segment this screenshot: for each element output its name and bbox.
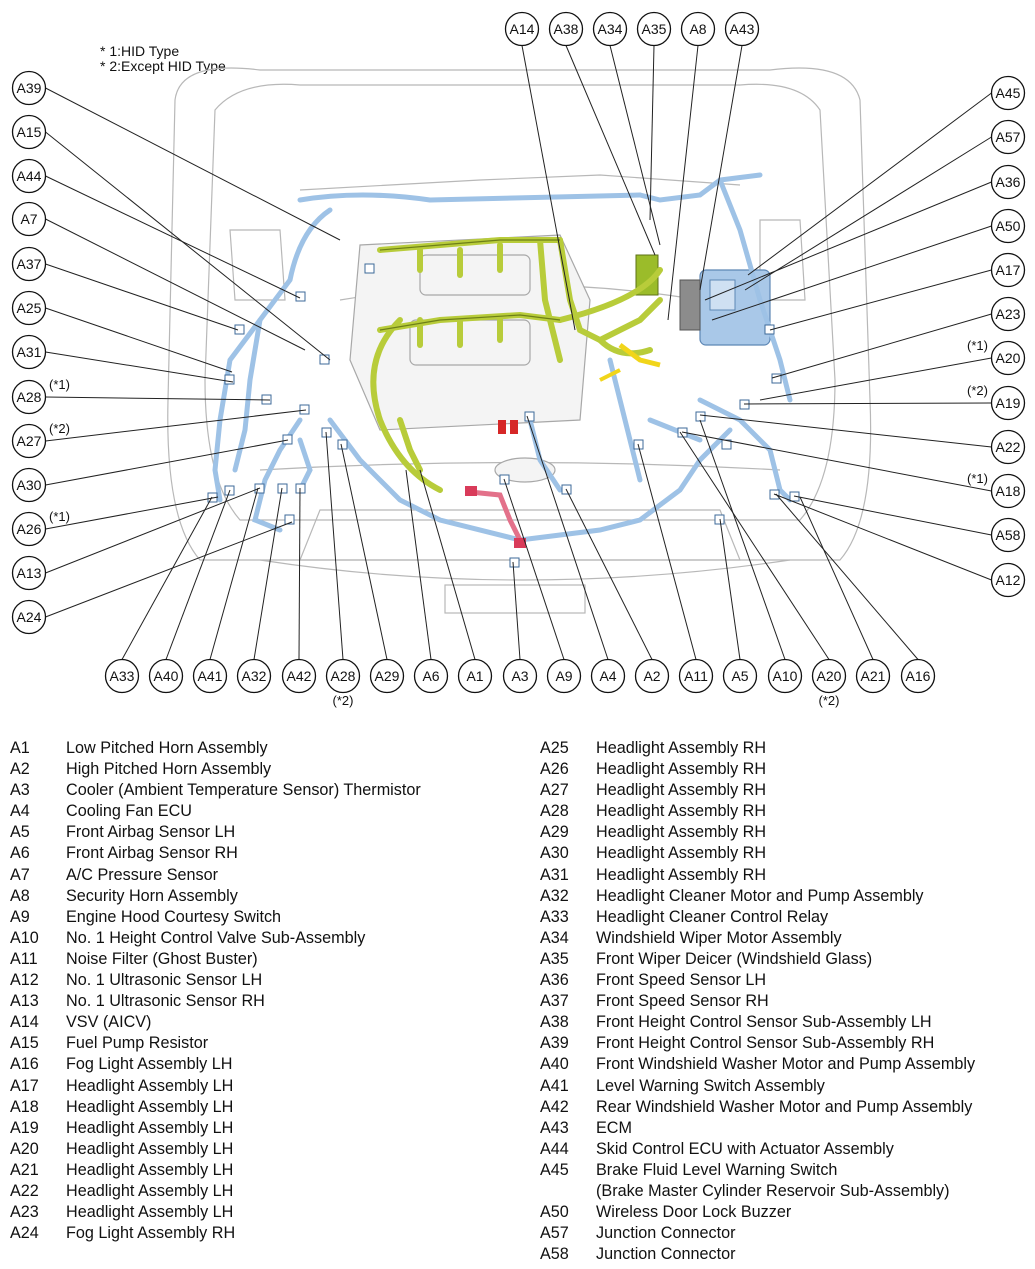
leader-a22 [700, 415, 992, 447]
leader-a58 [794, 496, 992, 535]
legend-code: A20 [10, 1139, 39, 1158]
legend-row [540, 907, 1030, 928]
callout-a57-right [992, 121, 1025, 154]
legend-row [10, 780, 530, 801]
callout-a38-top [550, 13, 583, 46]
callout-a13-left [13, 557, 46, 590]
callout-a14-top [506, 13, 539, 46]
legend-description: Front Speed Sensor RH [596, 992, 769, 1011]
legend-description: Headlight Assembly RH [596, 865, 767, 884]
legend-description: Junction Connector [596, 1224, 736, 1243]
callout-label: A3 [511, 668, 529, 684]
legend-description: Junction Connector [596, 1245, 736, 1264]
legend-description: Headlight Cleaner Control Relay [596, 907, 829, 926]
callout-label: A28 [16, 389, 42, 405]
legend-code: A8 [10, 886, 30, 905]
callout-a6-bottom [415, 660, 448, 693]
leader-a20 [760, 358, 992, 400]
legend-row [10, 886, 530, 907]
callout-label: A21 [860, 668, 886, 684]
callout-a3-bottom [504, 660, 537, 693]
legend-description: Front Airbag Sensor RH [66, 844, 238, 863]
callout-a10-bottom [769, 660, 802, 693]
callout-a37-left [13, 248, 46, 281]
callout-label: A4 [599, 668, 617, 684]
legend-description: No. 1 Height Control Valve Sub-Assembly [66, 928, 366, 947]
legend-code: A41 [540, 1076, 569, 1095]
legend-row [10, 738, 530, 759]
legend-code: A1 [10, 739, 30, 757]
callout-footnote: (*2) [818, 693, 840, 708]
leader-a15 [46, 132, 331, 360]
callout-a7-left [13, 203, 46, 236]
callout-label: A23 [995, 306, 1021, 322]
callout-label: A6 [422, 668, 440, 684]
leader-a3 [513, 562, 520, 660]
legend-row [540, 1244, 1030, 1265]
callout-label: A2 [643, 668, 661, 684]
callout-a9-bottom [548, 660, 581, 693]
legend-description: Headlight Assembly RH [596, 844, 767, 863]
legend-description: Headlight Assembly LH [66, 1160, 234, 1179]
legend-row [10, 759, 530, 780]
legend-code: A39 [540, 1034, 569, 1053]
callout-a2-bottom [636, 660, 669, 693]
legend-description: Windshield Wiper Motor Assembly [596, 928, 842, 947]
legend-row [540, 865, 1030, 886]
legend-description: Fog Light Assembly LH [66, 1055, 233, 1074]
callout-label: A37 [16, 256, 42, 272]
legend-description: Headlight Assembly RH [596, 802, 767, 821]
legend-row [540, 1097, 1030, 1118]
callout-a41-bottom [194, 660, 227, 693]
legend-row [540, 801, 1030, 822]
callout-label: A34 [597, 21, 623, 37]
legend-description: No. 1 Ultrasonic Sensor LH [66, 971, 263, 990]
legend-code: A11 [10, 949, 38, 968]
legend-row [10, 1054, 530, 1075]
callout-footnote: (*2) [49, 421, 70, 436]
legend-description: Headlight Assembly RH [596, 781, 767, 800]
callout-a4-bottom [592, 660, 625, 693]
legend-description: Skid Control ECU with Actuator Assembly [596, 1139, 894, 1158]
callout-a22-right [992, 431, 1025, 464]
legend-code: A57 [540, 1224, 569, 1243]
callout-label: A8 [689, 21, 707, 37]
callout-label: A22 [995, 439, 1021, 455]
callout-label: A45 [995, 85, 1021, 101]
callout-a16-bottom [902, 660, 935, 693]
callout-a30-left [13, 469, 46, 502]
callout-label: A40 [153, 668, 179, 684]
legend-row [10, 865, 530, 886]
callout-label: A30 [16, 477, 42, 493]
legend-code: A40 [540, 1055, 569, 1074]
legend-code: A26 [540, 760, 569, 779]
callout-a36-right [992, 166, 1025, 199]
leader-a12 [774, 494, 992, 580]
legend-row [10, 907, 530, 928]
leader-a39 [46, 88, 341, 240]
legend-description: High Pitched Horn Assembly [66, 760, 272, 779]
legend-code: A15 [10, 1034, 39, 1053]
leader-a1 [420, 470, 475, 660]
callout-footnote: (*1) [967, 471, 988, 486]
legend-code: A21 [10, 1160, 39, 1179]
engine-block [350, 235, 590, 482]
legend-row [540, 843, 1030, 864]
callout-label: A50 [995, 218, 1021, 234]
legend-description: No. 1 Ultrasonic Sensor RH [66, 992, 265, 1011]
callout-a1-bottom [459, 660, 492, 693]
leader-a28 [46, 397, 271, 400]
callout-a28-left [13, 381, 46, 414]
callout-a35-top [638, 13, 671, 46]
callout-label: A13 [16, 565, 42, 581]
leader-a35 [650, 46, 654, 221]
legend-row [10, 1160, 530, 1181]
leader-a38 [566, 46, 655, 256]
leader-a19 [744, 403, 992, 404]
leader-a34 [610, 46, 660, 246]
legend-row [10, 949, 530, 970]
legend-row [10, 1097, 530, 1118]
callout-footnote: (*2) [967, 383, 988, 398]
legend-description: Fog Light Assembly RH [66, 1224, 236, 1243]
legend-code: A9 [10, 907, 30, 926]
legend-code: A14 [10, 1013, 39, 1032]
legend-description: Headlight Assembly LH [66, 1203, 234, 1222]
callout-label: A17 [995, 262, 1021, 278]
callout-label: A39 [16, 80, 42, 96]
legend-code: A27 [540, 781, 569, 800]
legend-row [10, 1139, 530, 1160]
callout-a34-top [594, 13, 627, 46]
leader-a6 [406, 470, 431, 660]
legend-row [540, 1118, 1030, 1139]
legend-description: A/C Pressure Sensor [66, 865, 219, 884]
leader-a8 [668, 46, 698, 321]
callout-label: A18 [995, 483, 1021, 499]
leader-a18 [682, 432, 992, 491]
leader-a2 [566, 489, 652, 660]
callout-footnote: (*1) [967, 338, 988, 353]
callout-label: A43 [729, 21, 755, 37]
legend-code: A13 [10, 992, 39, 1011]
legend-row [10, 1076, 530, 1097]
legend-code: A30 [540, 844, 569, 863]
callout-label: A9 [555, 668, 573, 684]
legend-code: A7 [10, 865, 30, 884]
legend-row [10, 970, 530, 991]
legend-description: Rear Windshield Washer Motor and Pump Assembly [596, 1097, 973, 1116]
legend-row [540, 886, 1030, 907]
legend-code: A36 [540, 971, 569, 990]
legend-row [540, 1181, 1030, 1202]
legend-code: A5 [10, 823, 30, 842]
legend-row [540, 1054, 1030, 1075]
legend-code: A18 [10, 1097, 39, 1116]
legend-code: A4 [10, 802, 30, 821]
callout-label: A38 [553, 21, 579, 37]
legend-description: Low Pitched Horn Assembly [66, 739, 268, 757]
legend-code: A23 [10, 1203, 39, 1222]
legend-row [540, 1033, 1030, 1054]
callout-a45-right [992, 77, 1025, 110]
callout-label: A24 [16, 609, 42, 625]
leader-a45 [748, 93, 992, 275]
callout-label: A1 [466, 668, 484, 684]
callout-label: A32 [241, 668, 267, 684]
legend-description: (Brake Master Cylinder Reservoir Sub-Assembly) [596, 1181, 950, 1200]
legend-row [10, 1033, 530, 1054]
legend-row [10, 928, 530, 949]
legend-description: Headlight Assembly LH [66, 1139, 234, 1158]
legend-code: A34 [540, 928, 569, 947]
callout-label: A28 [330, 668, 356, 684]
legend-description: Headlight Assembly LH [66, 1076, 234, 1095]
callout-label: A15 [16, 124, 42, 140]
legend-row [10, 991, 530, 1012]
legend-description: Front Height Control Sensor Sub-Assembly LH [596, 1013, 932, 1032]
legend-code: A28 [540, 802, 569, 821]
legend-code: A35 [540, 949, 569, 968]
legend-code: A42 [540, 1097, 569, 1116]
callout-a24-left [13, 601, 46, 634]
callout-a18-right [992, 475, 1025, 508]
legend-code: A24 [10, 1224, 39, 1243]
callout-a20-bottom [813, 660, 846, 693]
legend-row [540, 1223, 1030, 1244]
callout-a17-right [992, 254, 1025, 287]
callout-a25-left [13, 292, 46, 325]
legend-code: A10 [10, 928, 39, 947]
leader-a20 [680, 432, 829, 660]
callout-label: A57 [995, 129, 1021, 145]
leader-a30 [46, 440, 289, 485]
leader-a26 [46, 497, 219, 529]
callout-label: A14 [509, 21, 535, 37]
legend-description: Headlight Assembly LH [66, 1118, 234, 1137]
leader-a33 [122, 497, 212, 660]
legend-description: Front Airbag Sensor LH [66, 823, 236, 842]
legend-description: Headlight Assembly LH [66, 1097, 234, 1116]
legend-code: A32 [540, 886, 569, 905]
callout-a42-bottom [283, 660, 316, 693]
leader-a9 [504, 479, 564, 660]
legend-row [10, 1181, 530, 1202]
legend-code: A19 [10, 1118, 39, 1137]
legend-code: A43 [540, 1118, 569, 1137]
callout-label: A41 [197, 668, 223, 684]
leader-a27 [46, 410, 307, 441]
callout-a12-right [992, 564, 1025, 597]
leader-a29 [341, 444, 387, 660]
legend-code: A12 [10, 971, 39, 990]
legend-code: A22 [10, 1181, 39, 1200]
leader-a24 [46, 522, 293, 617]
legend-right-column [540, 738, 1030, 1265]
callout-label: A12 [995, 572, 1021, 588]
callout-a20-right [992, 342, 1025, 375]
leader-a41 [210, 488, 258, 660]
callout-a5-bottom [724, 660, 757, 693]
callout-label: A27 [16, 433, 42, 449]
callout-label: A42 [286, 668, 312, 684]
legend-row [540, 1202, 1030, 1223]
callout-a43-top [726, 13, 759, 46]
callout-label: A26 [16, 521, 42, 537]
legend-row [540, 1160, 1030, 1181]
legend-row [540, 970, 1030, 991]
legend-description: Noise Filter (Ghost Buster) [66, 949, 258, 968]
legend-description: Cooling Fan ECU [66, 802, 192, 821]
legend-row [10, 843, 530, 864]
footnote-except-hid: * 2:Except HID Type [100, 58, 226, 74]
callout-label: A36 [995, 174, 1021, 190]
callout-a28-bottom [327, 660, 360, 693]
legend-code: A38 [540, 1013, 569, 1032]
callout-a23-right [992, 298, 1025, 331]
legend-code: A3 [10, 781, 30, 800]
legend-code: A50 [540, 1203, 569, 1222]
callout-a27-left [13, 425, 46, 458]
leader-a16 [776, 494, 918, 660]
callout-label: A29 [374, 668, 400, 684]
legend-description: Front Windshield Washer Motor and Pump Assembly [596, 1055, 976, 1074]
callout-a44-left [13, 160, 46, 193]
legend-row [540, 822, 1030, 843]
callout-label: A5 [731, 668, 749, 684]
legend-description: Front Speed Sensor LH [596, 971, 767, 990]
callout-label: A20 [816, 668, 842, 684]
callout-label: A11 [684, 668, 708, 684]
leader-a31 [46, 352, 234, 382]
callout-a29-bottom [371, 660, 404, 693]
legend-row [540, 738, 1030, 759]
legend-description: Cooler (Ambient Temperature Sensor) Thermistor [66, 781, 421, 800]
legend-row [10, 1118, 530, 1139]
legend-code: A29 [540, 823, 569, 842]
callout-label: A31 [16, 344, 42, 360]
leader-a42 [299, 488, 300, 660]
callout-label: A19 [995, 395, 1021, 411]
leader-a25 [46, 308, 233, 372]
legend-code: A2 [10, 760, 30, 779]
legend-description: Front Wiper Deicer (Windshield Glass) [596, 949, 873, 968]
callout-label: A20 [995, 350, 1021, 366]
legend-description: Headlight Cleaner Motor and Pump Assembly [596, 886, 924, 905]
legend-code: A33 [540, 907, 569, 926]
callout-a32-bottom [238, 660, 271, 693]
leader-a40 [166, 490, 230, 660]
legend-description: Wireless Door Lock Buzzer [596, 1203, 792, 1222]
callout-label: A44 [16, 168, 42, 184]
callout-a58-right [992, 519, 1025, 552]
legend-description: Brake Fluid Level Warning Switch [596, 1160, 838, 1179]
legend-description: Front Height Control Sensor Sub-Assembly RH [596, 1034, 935, 1053]
legend-row [540, 949, 1030, 970]
callout-a21-bottom [857, 660, 890, 693]
leader-a23 [772, 314, 992, 378]
callout-a31-left [13, 336, 46, 369]
legend-row [540, 1076, 1030, 1097]
legend-code: A58 [540, 1245, 569, 1264]
callout-a39-left [13, 72, 46, 105]
callout-a33-bottom [106, 660, 139, 693]
callout-a8-top [682, 13, 715, 46]
callout-a40-bottom [150, 660, 183, 693]
callout-label: A33 [109, 668, 135, 684]
legend-row [10, 1202, 530, 1223]
legend-description: Security Horn Assembly [66, 886, 238, 905]
leader-a5 [720, 519, 740, 660]
legend-code: A16 [10, 1055, 39, 1074]
legend-row [540, 1012, 1030, 1033]
legend-row [10, 1012, 530, 1033]
legend-left-column [10, 738, 530, 1244]
callout-footnote: (*1) [49, 509, 70, 524]
legend-description: Level Warning Switch Assembly [596, 1076, 825, 1095]
legend-description: Headlight Assembly RH [596, 823, 767, 842]
legend-row [540, 759, 1030, 780]
callout-label: A16 [905, 668, 931, 684]
legend-code: A45 [540, 1160, 569, 1179]
legend-row [540, 780, 1030, 801]
legend-row [540, 928, 1030, 949]
footnote-hid: * 1:HID Type [100, 43, 180, 59]
leader-a21 [800, 497, 873, 660]
callout-footnote: (*2) [332, 693, 354, 708]
legend-description: Headlight Assembly LH [66, 1181, 234, 1200]
legend-description: Fuel Pump Resistor [66, 1034, 209, 1053]
callout-label: A7 [20, 211, 38, 227]
callout-label: A58 [995, 527, 1021, 543]
callout-label: A35 [641, 21, 667, 37]
legend-code: A31 [540, 865, 569, 884]
legend-row [10, 1223, 530, 1244]
leader-a43 [700, 46, 742, 291]
legend-code: A44 [540, 1139, 569, 1158]
legend-code: A37 [540, 992, 569, 1011]
callout-a15-left [13, 116, 46, 149]
legend-row [540, 991, 1030, 1012]
callout-a50-right [992, 210, 1025, 243]
legend-row [10, 801, 530, 822]
legend-description: Headlight Assembly RH [596, 739, 767, 757]
callout-a26-left [13, 513, 46, 546]
legend-row [10, 822, 530, 843]
callout-footnote: (*1) [49, 377, 70, 392]
legend-code: A25 [540, 739, 569, 757]
callout-label: A10 [772, 668, 798, 684]
callout-a11-bottom [680, 660, 713, 693]
legend-description: VSV (AICV) [66, 1013, 152, 1032]
legend-description: Headlight Assembly RH [596, 760, 767, 779]
legend-row [540, 1139, 1030, 1160]
legend-description: ECM [596, 1118, 632, 1137]
legend-code: A17 [10, 1076, 39, 1095]
legend-description: Engine Hood Courtesy Switch [66, 907, 282, 926]
callout-a19-right [992, 387, 1025, 420]
legend-code: A6 [10, 844, 30, 863]
callout-label: A25 [16, 300, 42, 316]
